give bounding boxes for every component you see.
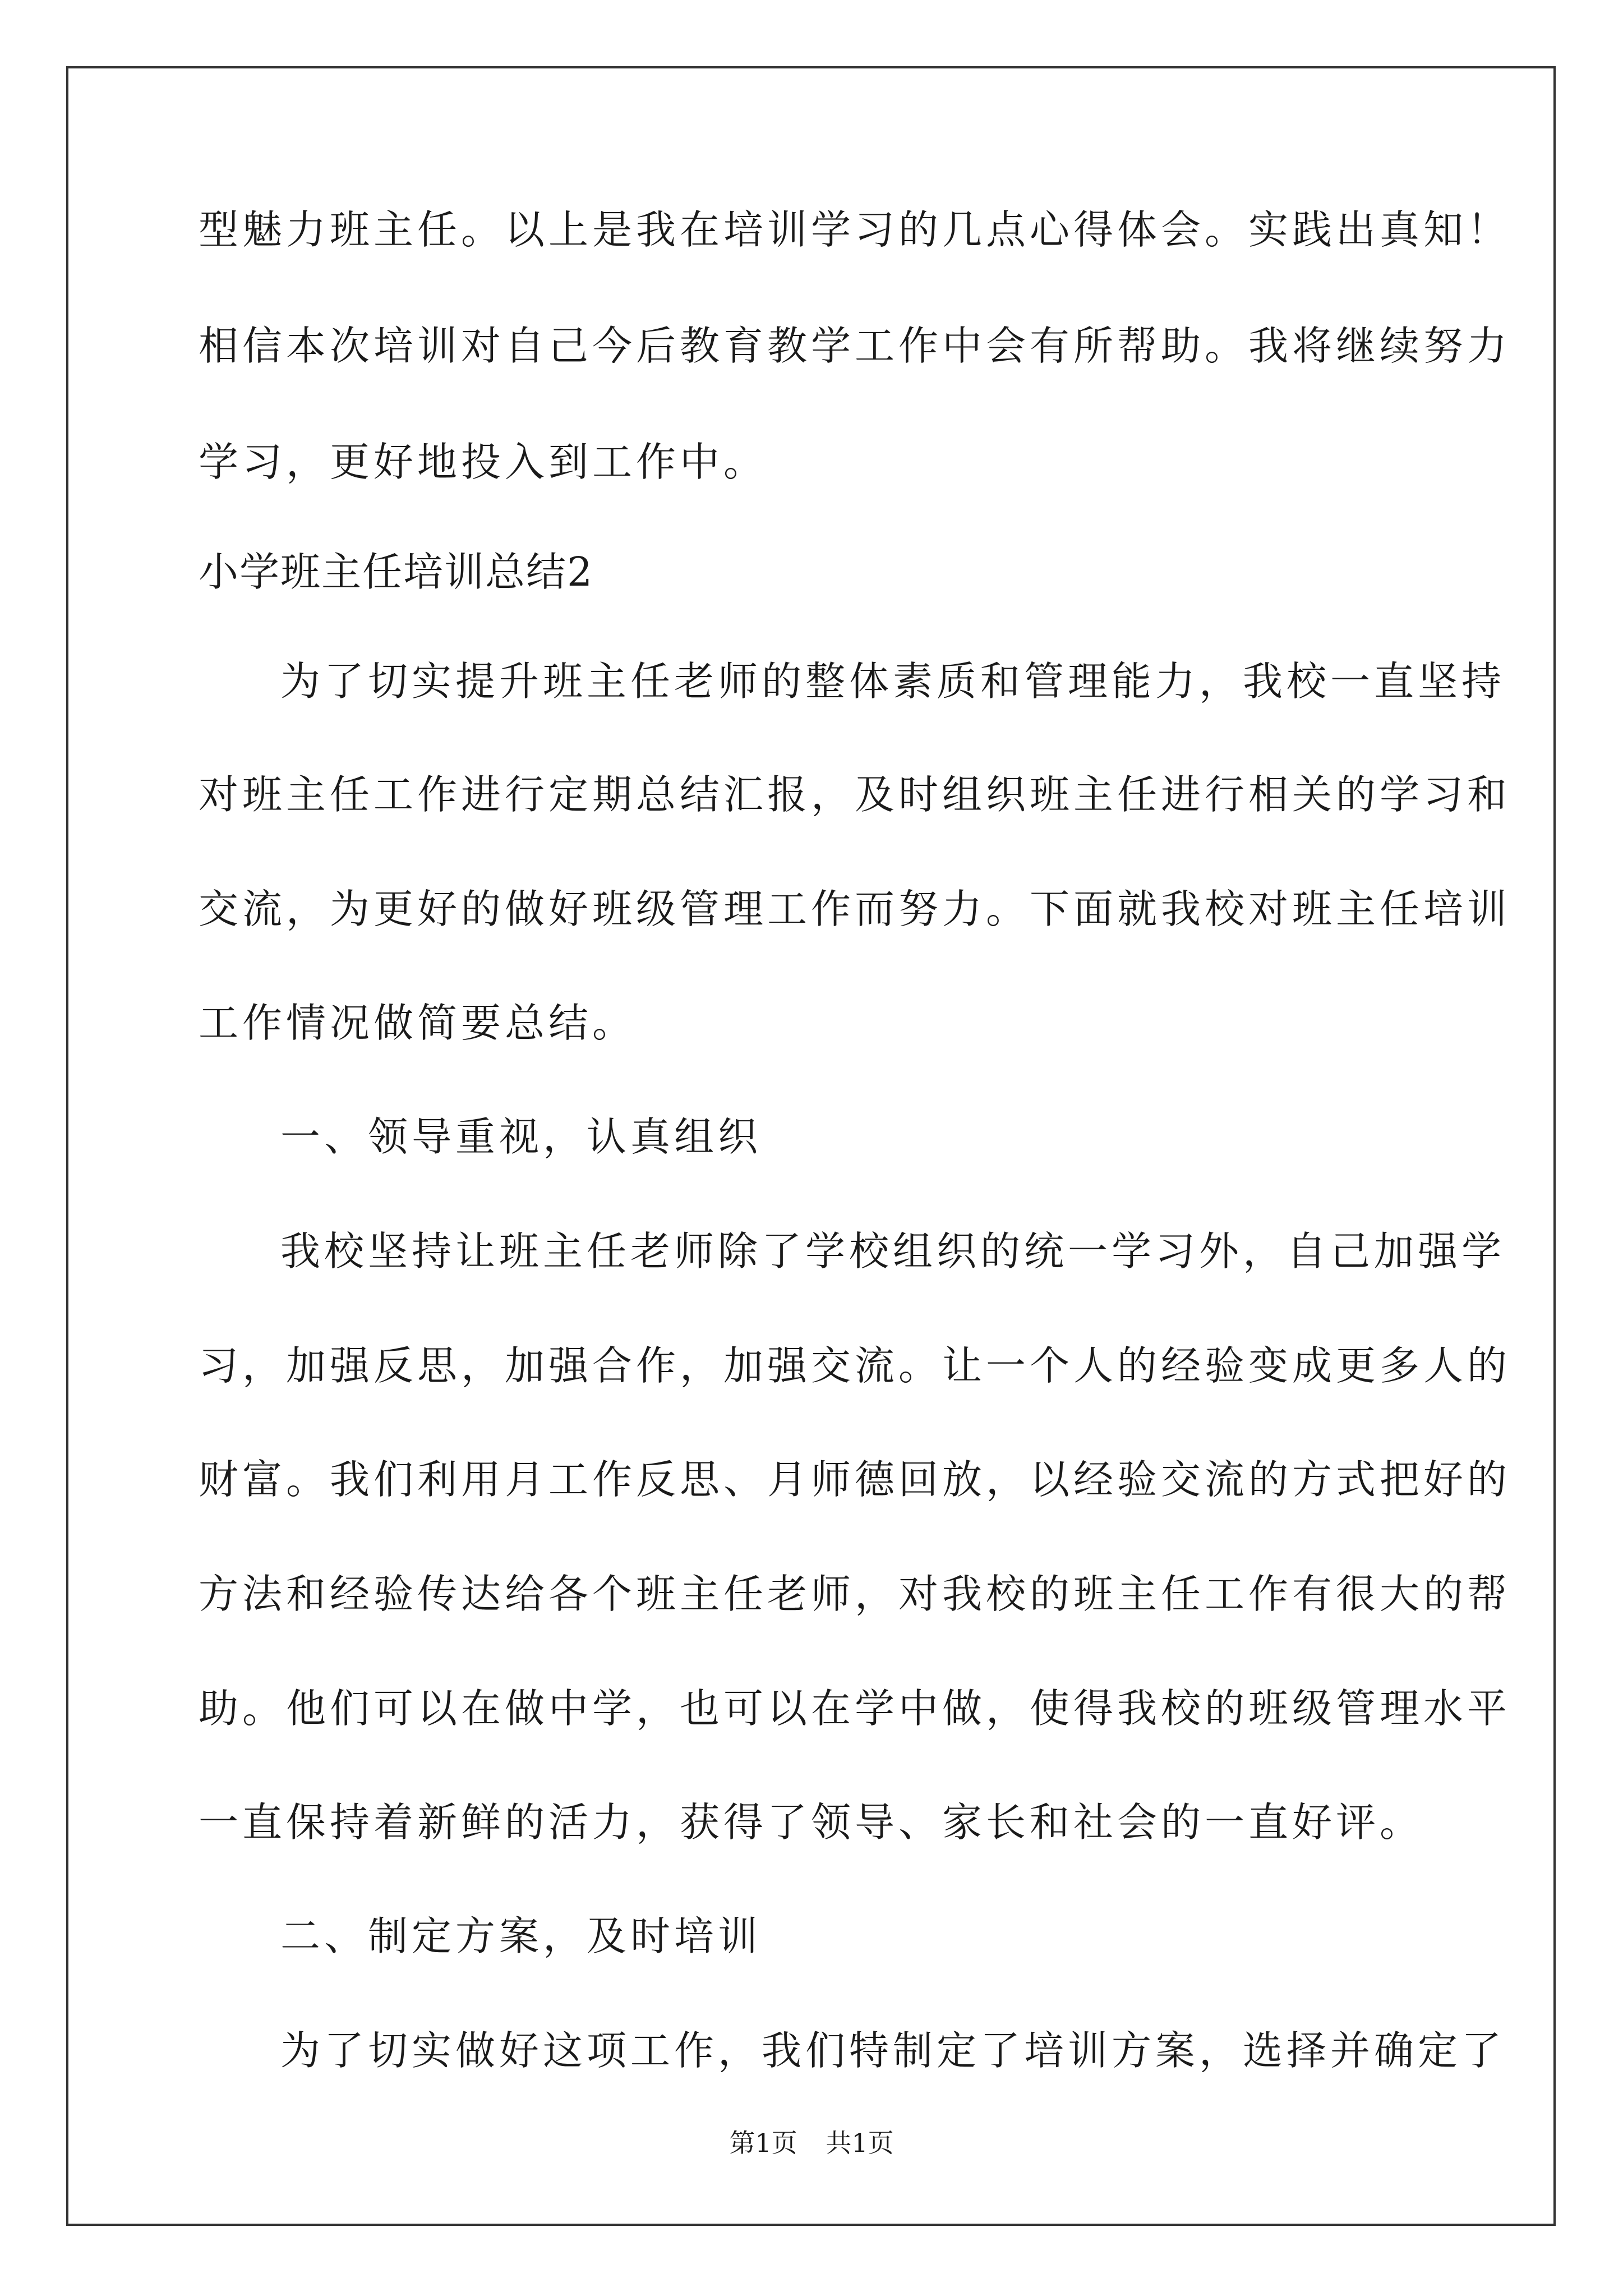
text-line: 助。他们可以在做中学，也可以在学中做，使得我校的班级管理水平 — [199, 1685, 1511, 1732]
subheading-one: 一、领导重视，认真组织 — [280, 1114, 762, 1160]
text-line: 工作情况做简要总结。 — [199, 1000, 637, 1046]
paragraph-start: 为了切实提升班主任老师的整体素质和管理能力，我校一直坚持 — [280, 658, 1506, 705]
text-line: 习，加强反思，加强合作，加强交流。让一个人的经验变成更多人的 — [199, 1342, 1511, 1389]
text-line: 对班主任工作进行定期总结汇报，及时组织班主任进行相关的学习和 — [199, 771, 1511, 818]
text-line: 交流，为更好的做好班级管理工作而努力。下面就我校对班主任培训 — [199, 886, 1511, 932]
page-footer — [0, 2126, 1623, 2160]
text-line: 方法和经验传达给各个班主任老师，对我校的班主任工作有很大的帮 — [199, 1571, 1511, 1617]
text-line: 型魅力班主任。以上是我在培训学习的几点心得体会。实践出真知！ — [199, 206, 1511, 253]
text-line: 学习，更好地投入到工作中。 — [199, 439, 768, 485]
text-line: 一直保持着新鲜的活力，获得了领导、家长和社会的一直好评。 — [199, 1799, 1424, 1846]
page-number: 第1页 — [729, 2128, 797, 2158]
text-line: 财富。我们利用月工作反思、月师德回放，以经验交流的方式把好的 — [199, 1456, 1511, 1503]
page-total: 共1页 — [826, 2128, 894, 2158]
paragraph-start: 为了切实做好这项工作，我们特制定了培训方案，选择并确定了 — [280, 2027, 1506, 2074]
text-line: 相信本次培训对自己今后教育教学工作中会有所帮助。我将继续努力 — [199, 323, 1511, 369]
paragraph-start: 我校坚持让班主任老师除了学校组织的统一学习外，自己加强学 — [280, 1228, 1506, 1274]
subheading-two: 二、制定方案，及时培训 — [280, 1913, 762, 1959]
section-title: 小学班主任培训总结2 — [199, 549, 594, 595]
